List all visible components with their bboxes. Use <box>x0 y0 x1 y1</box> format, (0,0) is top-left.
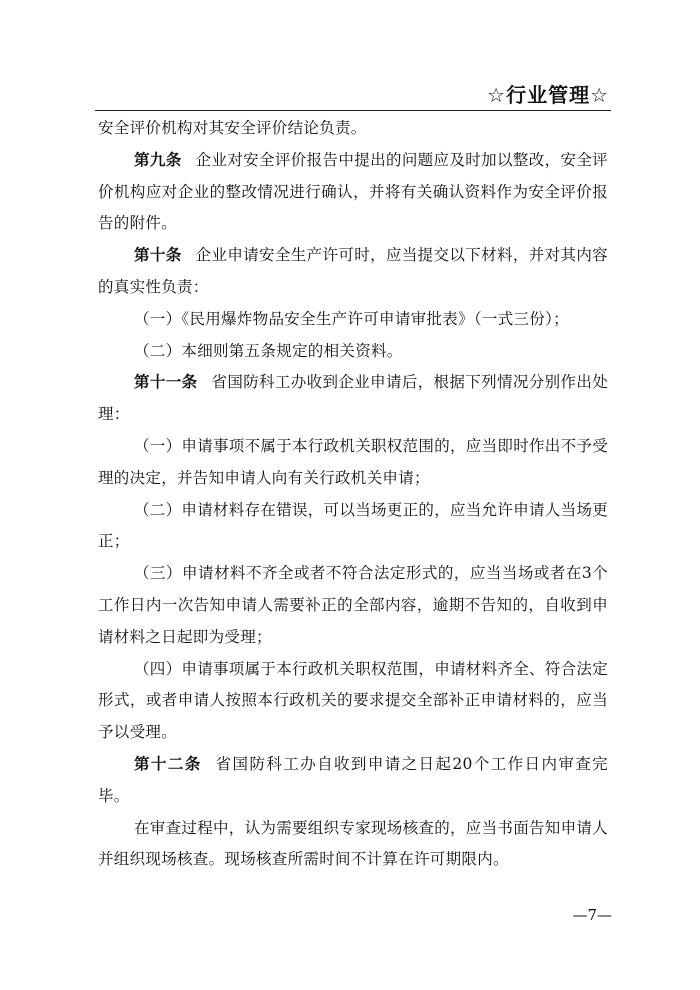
article-11 <box>98 367 608 431</box>
article-10 <box>98 240 608 304</box>
list-item <box>98 654 608 749</box>
section-title: ☆行业管理☆ <box>487 83 609 107</box>
article-number: 第十一条 <box>134 373 198 392</box>
page-number: —7— <box>572 906 612 924</box>
list-item <box>98 304 608 336</box>
article-number: 第九条 <box>134 150 182 169</box>
article-number: 第十条 <box>134 246 182 265</box>
document-body <box>98 113 608 876</box>
paragraph-text: 安全评价机构对其安全评价结论负责。 <box>98 119 367 137</box>
paragraph-1 <box>98 113 608 145</box>
list-item-text: （三）申请材料不齐全或者不符合法定形式的，应当当场或者在3个工作日内一次告知申请人需要补正的全部内容，逾期不告知的，自收到申请材料之日起即为受理； <box>98 564 608 646</box>
list-item-text: （一）申请事项不属于本行政机关职权范围的，应当即时作出不予受理的决定，并告知申请人向有关行政机关申请； <box>98 436 609 487</box>
list-item <box>98 558 608 653</box>
article-text: 省国防科工办自收到申请之日起20个工作日内审查完毕。 <box>98 754 608 805</box>
page-header <box>95 78 611 111</box>
article-text: 企业申请安全生产许可时，应当提交以下材料，并对其内容的真实性负责： <box>98 246 608 296</box>
list-item-text: （一）《民用爆炸物品安全生产许可申请审批表》（一式三份）； <box>134 309 569 328</box>
article-9 <box>98 145 608 240</box>
article-text: 企业对安全评价报告中提出的问题应及时加以整改，安全评价机构应对企业的整改情况进行确认，并将有关确认资料作为安全评价报告的附件。 <box>98 150 608 233</box>
list-item <box>98 431 608 495</box>
list-item-text: （二）申请材料存在错误，可以当场更正的，应当允许申请人当场更正； <box>98 500 609 551</box>
list-item <box>98 336 608 368</box>
article-12 <box>98 749 608 813</box>
article-text: 省国防科工办收到企业申请后，根据下列情况分别作出处理： <box>98 373 608 424</box>
list-item-text: （二）本细则第五条规定的相关资料。 <box>134 341 403 360</box>
list-item-text: （四）申请事项属于本行政机关职权范围，申请材料齐全、符合法定形式，或者申请人按照本行政机关的要求提交全部补正申请材料的，应当予以受理。 <box>98 659 609 742</box>
list-item <box>98 495 608 559</box>
paragraph-final <box>98 813 608 877</box>
article-number: 第十二条 <box>134 754 202 773</box>
paragraph-text: 在审查过程中，认为需要组织专家现场核查的，应当书面告知申请人并组织现场核查。现场核查所需时间不计算在许可期限内。 <box>98 818 609 869</box>
